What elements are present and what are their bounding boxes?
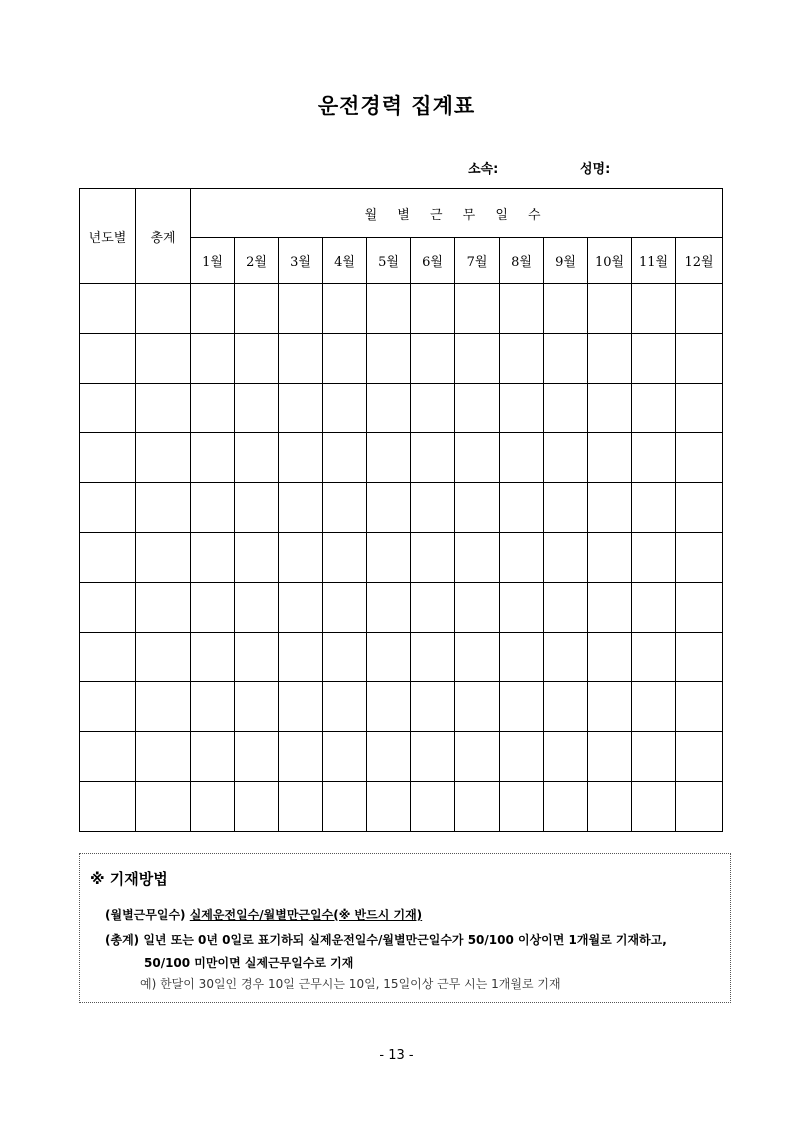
month-cell[interactable] <box>191 383 235 433</box>
year-cell[interactable] <box>80 284 136 334</box>
month-cell[interactable] <box>632 284 676 334</box>
month-cell[interactable] <box>588 383 632 433</box>
month-header: 1월 <box>191 238 235 284</box>
instruction-line-monthly <box>105 906 422 923</box>
month-cell[interactable] <box>411 383 455 433</box>
month-cell[interactable] <box>632 433 676 483</box>
month-cell[interactable] <box>455 781 500 831</box>
month-cell[interactable] <box>455 582 500 632</box>
year-cell[interactable] <box>80 781 136 831</box>
month-cell[interactable] <box>632 383 676 433</box>
total-cell[interactable] <box>136 383 191 433</box>
month-cell[interactable] <box>676 682 723 732</box>
month-cell[interactable] <box>500 781 544 831</box>
month-cell[interactable] <box>676 732 723 782</box>
month-cell[interactable] <box>235 781 279 831</box>
month-cell[interactable] <box>367 632 411 682</box>
month-cell[interactable] <box>235 383 279 433</box>
month-cell[interactable] <box>323 433 367 483</box>
month-cell[interactable] <box>544 732 588 782</box>
table-row <box>80 582 723 632</box>
month-cell[interactable] <box>367 433 411 483</box>
table-row <box>80 732 723 782</box>
month-cell[interactable] <box>544 483 588 533</box>
total-cell[interactable] <box>136 632 191 682</box>
month-cell[interactable] <box>500 483 544 533</box>
driving-record-table <box>79 188 723 832</box>
table-row <box>80 781 723 831</box>
month-cell[interactable] <box>367 532 411 582</box>
month-cell[interactable] <box>455 532 500 582</box>
month-header: 8월 <box>500 238 544 284</box>
month-cell[interactable] <box>588 682 632 732</box>
month-cell[interactable] <box>191 433 235 483</box>
month-cell[interactable] <box>676 383 723 433</box>
month-cell[interactable] <box>632 781 676 831</box>
month-cell[interactable] <box>632 532 676 582</box>
month-cell[interactable] <box>323 582 367 632</box>
month-cell[interactable] <box>411 732 455 782</box>
month-cell[interactable] <box>500 284 544 334</box>
month-cell[interactable] <box>367 682 411 732</box>
total-cell[interactable] <box>136 732 191 782</box>
month-cell[interactable] <box>588 483 632 533</box>
month-cell[interactable] <box>235 582 279 632</box>
month-cell[interactable] <box>191 333 235 383</box>
month-cell[interactable] <box>411 483 455 533</box>
table-row <box>80 682 723 732</box>
month-cell[interactable] <box>676 632 723 682</box>
month-cell[interactable] <box>500 383 544 433</box>
month-cell[interactable] <box>544 582 588 632</box>
month-cell[interactable] <box>279 732 323 782</box>
month-cell[interactable] <box>411 682 455 732</box>
month-cell[interactable] <box>235 284 279 334</box>
month-cell[interactable] <box>500 582 544 632</box>
month-cell[interactable] <box>544 781 588 831</box>
month-cell[interactable] <box>455 632 500 682</box>
month-cell[interactable] <box>455 433 500 483</box>
month-header: 2월 <box>235 238 279 284</box>
year-cell[interactable] <box>80 582 136 632</box>
month-cell[interactable] <box>367 333 411 383</box>
month-cell[interactable] <box>323 632 367 682</box>
year-cell[interactable] <box>80 483 136 533</box>
month-header: 12월 <box>676 238 723 284</box>
year-cell[interactable] <box>80 433 136 483</box>
month-cell[interactable] <box>367 582 411 632</box>
instruction-example: 예) 한달이 30일인 경우 10일 근무시는 10일, 15일이상 근무 시는 1개월로 기재 <box>140 977 561 991</box>
month-cell[interactable] <box>676 433 723 483</box>
month-cell[interactable] <box>411 532 455 582</box>
month-cell[interactable] <box>411 632 455 682</box>
table-row <box>80 483 723 533</box>
month-cell[interactable] <box>323 732 367 782</box>
month-cell[interactable] <box>544 383 588 433</box>
month-cell[interactable] <box>191 483 235 533</box>
month-cell[interactable] <box>323 682 367 732</box>
month-cell[interactable] <box>323 383 367 433</box>
month-cell[interactable] <box>588 433 632 483</box>
month-cell[interactable] <box>191 284 235 334</box>
month-cell[interactable] <box>235 532 279 582</box>
month-cell[interactable] <box>411 284 455 334</box>
month-cell[interactable] <box>367 781 411 831</box>
month-header: 3월 <box>279 238 323 284</box>
month-cell[interactable] <box>455 333 500 383</box>
year-cell[interactable] <box>80 383 136 433</box>
year-cell[interactable] <box>80 682 136 732</box>
month-cell[interactable] <box>191 582 235 632</box>
table-row <box>80 383 723 433</box>
month-cell[interactable] <box>279 532 323 582</box>
affiliation-label: 소속: <box>468 162 499 177</box>
month-cell[interactable] <box>367 284 411 334</box>
month-cell[interactable] <box>588 333 632 383</box>
table-row <box>80 284 723 334</box>
table-row <box>80 433 723 483</box>
month-cell[interactable] <box>323 284 367 334</box>
monthly-workdays-header: 월 별 근 무 일 수 <box>191 189 723 238</box>
month-cell[interactable] <box>632 333 676 383</box>
month-header: 6월 <box>411 238 455 284</box>
total-cell[interactable] <box>136 483 191 533</box>
table-row <box>80 532 723 582</box>
month-cell[interactable] <box>367 383 411 433</box>
month-cell[interactable] <box>279 781 323 831</box>
instruction-line-total: (총계) 일년 또는 0년 0일로 표기하되 실제운전일수/월별만근일수가 50/100 이상이면 1개월로 기재하고, <box>105 933 667 947</box>
month-header: 7월 <box>455 238 500 284</box>
monthly-label: (월별근무일수) <box>105 908 186 922</box>
month-cell[interactable] <box>588 632 632 682</box>
month-cell[interactable] <box>191 732 235 782</box>
month-cell[interactable] <box>191 632 235 682</box>
month-cell[interactable] <box>500 433 544 483</box>
month-header: 11월 <box>632 238 676 284</box>
month-cell[interactable] <box>632 732 676 782</box>
month-header: 10월 <box>588 238 632 284</box>
month-cell[interactable] <box>455 682 500 732</box>
month-cell[interactable] <box>500 682 544 732</box>
month-cell[interactable] <box>632 682 676 732</box>
month-cell[interactable] <box>632 483 676 533</box>
month-cell[interactable] <box>279 433 323 483</box>
name-label: 성명: <box>580 162 611 177</box>
month-header: 5월 <box>367 238 411 284</box>
year-cell[interactable] <box>80 333 136 383</box>
month-cell[interactable] <box>279 284 323 334</box>
month-cell[interactable] <box>500 532 544 582</box>
instructions-title: ※ 기재방법 <box>90 870 168 888</box>
month-cell[interactable] <box>500 732 544 782</box>
month-cell[interactable] <box>455 284 500 334</box>
month-cell[interactable] <box>588 781 632 831</box>
month-cell[interactable] <box>676 781 723 831</box>
month-cell[interactable] <box>632 582 676 632</box>
month-cell[interactable] <box>279 682 323 732</box>
month-cell[interactable] <box>367 732 411 782</box>
month-cell[interactable] <box>676 582 723 632</box>
month-cell[interactable] <box>191 532 235 582</box>
instruction-line-total-cont: 50/100 미만이면 실제근무일수로 기재 <box>144 956 354 970</box>
month-cell[interactable] <box>323 532 367 582</box>
document-title: 운전경력 집계표 <box>317 94 476 118</box>
total-cell[interactable] <box>136 682 191 732</box>
year-cell[interactable] <box>80 632 136 682</box>
month-cell[interactable] <box>279 483 323 533</box>
month-cell[interactable] <box>632 632 676 682</box>
month-cell[interactable] <box>191 781 235 831</box>
month-cell[interactable] <box>367 483 411 533</box>
month-cell[interactable] <box>411 433 455 483</box>
month-cell[interactable] <box>544 433 588 483</box>
month-cell[interactable] <box>279 632 323 682</box>
month-cell[interactable] <box>676 532 723 582</box>
month-cell[interactable] <box>544 532 588 582</box>
month-cell[interactable] <box>235 483 279 533</box>
month-cell[interactable] <box>455 383 500 433</box>
month-cell[interactable] <box>500 333 544 383</box>
month-cell[interactable] <box>544 284 588 334</box>
month-cell[interactable] <box>676 483 723 533</box>
month-cell[interactable] <box>235 632 279 682</box>
total-cell[interactable] <box>136 582 191 632</box>
total-cell[interactable] <box>136 433 191 483</box>
month-cell[interactable] <box>588 732 632 782</box>
month-cell[interactable] <box>279 383 323 433</box>
total-cell[interactable] <box>136 532 191 582</box>
month-cell[interactable] <box>588 532 632 582</box>
month-cell[interactable] <box>235 732 279 782</box>
monthly-text: 실제운전일수/월별만근일수(※ 반드시 기재) <box>189 908 423 922</box>
page-number: - 13 - <box>379 1048 414 1063</box>
month-cell[interactable] <box>191 682 235 732</box>
month-cell[interactable] <box>544 682 588 732</box>
table-row <box>80 632 723 682</box>
month-cell[interactable] <box>588 284 632 334</box>
month-cell[interactable] <box>411 582 455 632</box>
month-cell[interactable] <box>235 333 279 383</box>
month-cell[interactable] <box>411 333 455 383</box>
month-cell[interactable] <box>235 682 279 732</box>
month-cell[interactable] <box>544 632 588 682</box>
month-cell[interactable] <box>588 582 632 632</box>
month-cell[interactable] <box>500 632 544 682</box>
year-cell[interactable] <box>80 732 136 782</box>
total-cell[interactable] <box>136 781 191 831</box>
month-cell[interactable] <box>323 483 367 533</box>
table-row <box>80 333 723 383</box>
month-cell[interactable] <box>235 433 279 483</box>
month-cell[interactable] <box>411 781 455 831</box>
year-header: 년도별 <box>80 189 136 284</box>
month-cell[interactable] <box>323 781 367 831</box>
total-cell[interactable] <box>136 333 191 383</box>
instructions-box <box>79 853 731 1003</box>
month-cell[interactable] <box>455 483 500 533</box>
month-header: 9월 <box>544 238 588 284</box>
month-cell[interactable] <box>279 333 323 383</box>
month-cell[interactable] <box>455 732 500 782</box>
total-cell[interactable] <box>136 284 191 334</box>
year-cell[interactable] <box>80 532 136 582</box>
month-cell[interactable] <box>676 333 723 383</box>
month-cell[interactable] <box>544 333 588 383</box>
month-cell[interactable] <box>323 333 367 383</box>
month-cell[interactable] <box>676 284 723 334</box>
month-cell[interactable] <box>279 582 323 632</box>
month-header: 4월 <box>323 238 367 284</box>
total-header: 총계 <box>136 189 191 284</box>
